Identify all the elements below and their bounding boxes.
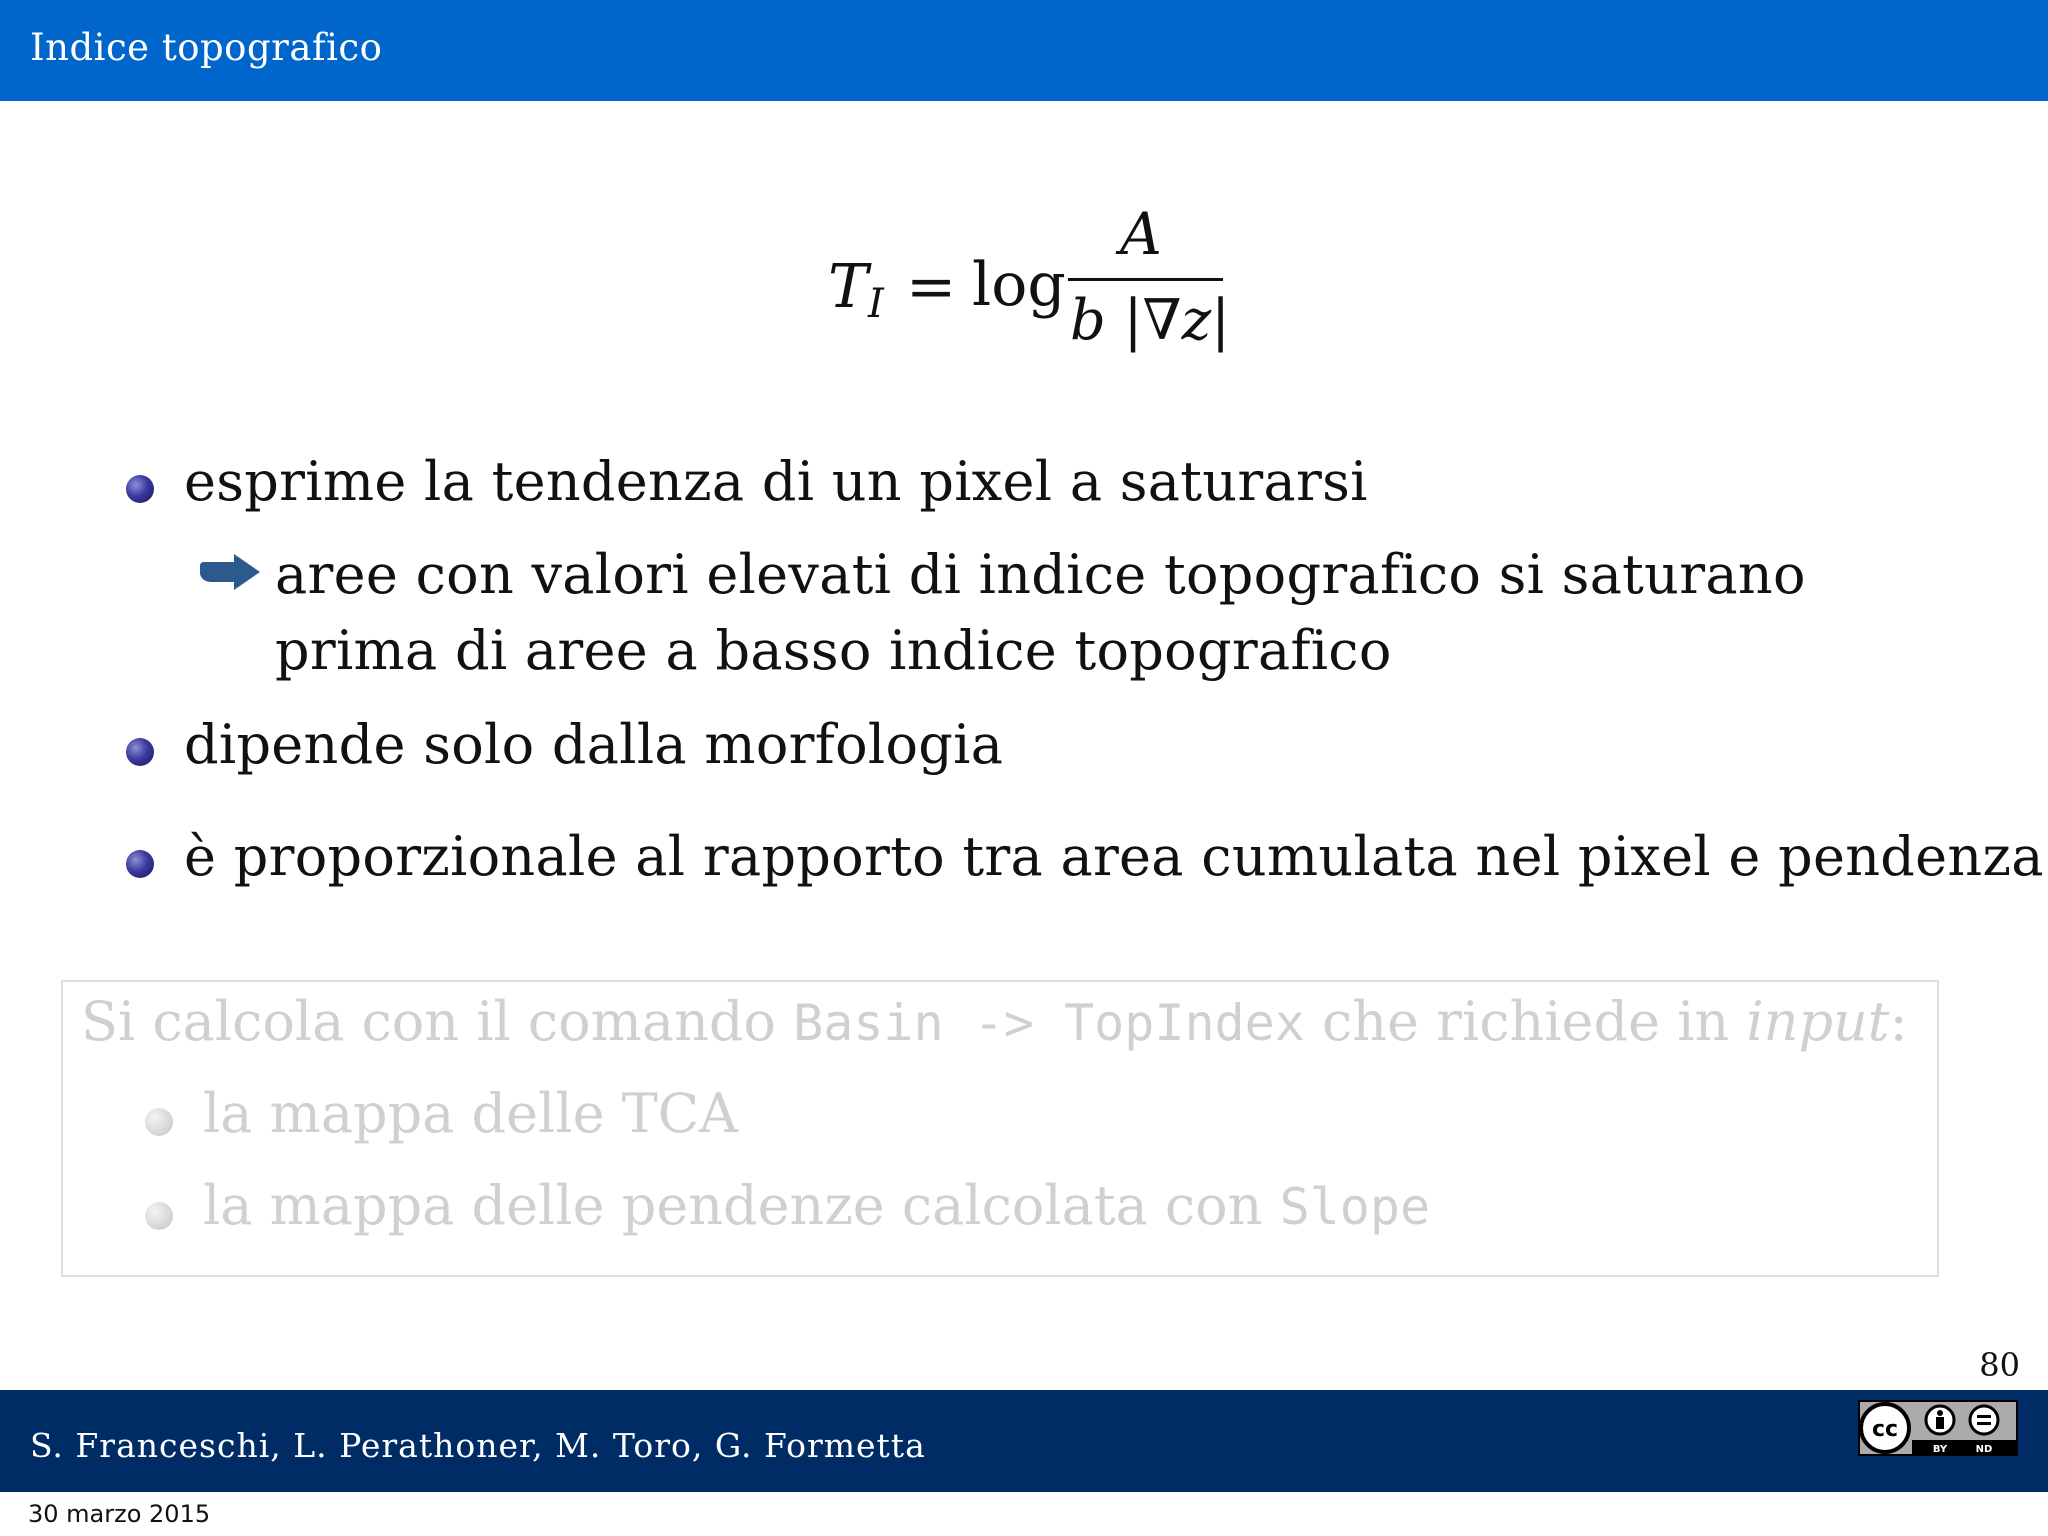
sub-item-line-2: prima di aree a basso indice topografico [275,619,1392,682]
arrow-right-icon [198,552,262,592]
bullet-icon [126,738,154,766]
bullet-icon [126,475,154,503]
svg-text:cc: cc [1871,1417,1899,1442]
formula-lhs-subscript: I [868,281,884,327]
slide-title: Indice topografico [30,26,383,69]
bullet-icon [126,850,154,878]
formula-numerator: A [1120,200,1162,268]
footer-authors: S. Franceschi, L. Perathoner, M. Toro, G. Formetta [30,1426,926,1465]
page-number: 80 [1979,1346,2020,1384]
formula-fraction-line [1068,278,1223,281]
slope-command: Slope [1279,1178,1431,1236]
svg-text:BY: BY [1932,1444,1948,1455]
faded-intro-line: Si calcola con il comando Basin -> TopIndex che richiede in input: [81,990,1908,1053]
bullet-item-1: esprime la tendenza di un pixel a saturarsi [184,450,1368,513]
formula-lhs: $T_I$ [828,252,884,327]
topographic-index-formula [820,200,1240,370]
faded-item-1: la mappa delle TCA [203,1082,739,1145]
bullet-item-2: dipende solo dalla morfologia [184,713,1004,776]
faded-bullet-icon [145,1108,173,1136]
formula-denominator: b |∇z| [1070,288,1230,353]
faded-bullet-icon [145,1202,173,1230]
bullet-item-3: è proporzionale al rapporto tra area cumulata nel pixel e pendenza [184,825,2044,888]
sub-item-line-1: aree con valori elevati di indice topografico si saturano [275,543,1806,606]
faded-item-2: la mappa delle pendenze calcolata con Slope [203,1174,1431,1237]
formula-log: log [972,250,1066,320]
basin-topindex-command: Basin -> TopIndex [793,994,1305,1052]
svg-text:ND: ND [1975,1444,1993,1455]
cc-by-nd-license-icon [1858,1400,2018,1456]
formula-equals: = [906,252,957,322]
header-bar [0,0,2048,101]
faded-instructions-box [61,980,1939,1277]
presentation-date: 30 marzo 2015 [28,1500,211,1528]
